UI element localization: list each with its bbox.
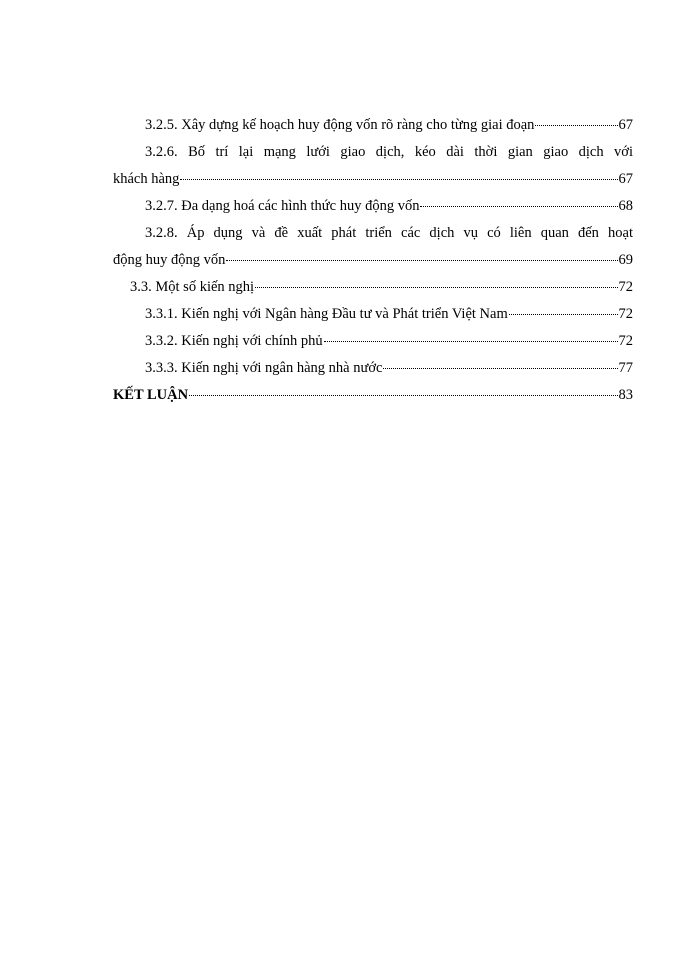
toc-entry-3-2-7[interactable]: [145, 193, 633, 220]
dot-leader: [509, 313, 618, 315]
toc-entry-title-line2: khách hàng: [113, 171, 180, 187]
toc-entry-page: 77: [618, 360, 633, 376]
toc-entry-3-2-6[interactable]: [145, 139, 633, 166]
toc-entry-page: 72: [618, 279, 633, 295]
toc-entry-3-2-8[interactable]: [145, 220, 633, 247]
dot-leader: [189, 394, 617, 396]
toc-entry-title: 3.3.3. Kiến nghị với ngân hàng nhà nước: [145, 360, 383, 376]
toc-entry-title: 3.3.2. Kiến nghị với chính phủ: [145, 333, 323, 349]
dot-leader: [180, 178, 617, 180]
toc-entry-3-3-1[interactable]: [145, 301, 633, 328]
toc-entry-title: 3.3. Một số kiến nghị: [130, 279, 255, 295]
toc-entry-page: 68: [618, 198, 633, 214]
toc-entry-title: KẾT LUẬN: [113, 387, 189, 403]
dot-leader: [535, 124, 617, 126]
toc-entry-page: 83: [618, 387, 633, 403]
toc-entry-3-3-3[interactable]: [145, 355, 633, 382]
toc-entry-title-line1: 3.2.8. Áp dụng và đề xuất phát triển các dịch vụ có liên quan đến hoạt: [145, 225, 633, 241]
dot-leader: [255, 286, 617, 288]
toc-entry-ket-luan[interactable]: [113, 382, 633, 409]
toc-entry-page: 72: [618, 333, 633, 349]
toc-entry-title: 3.3.1. Kiến nghị với Ngân hàng Đầu tư và Phát triển Việt Nam: [145, 306, 508, 322]
toc-entry-title: 3.2.5. Xây dựng kế hoạch huy động vốn rõ ràng cho từng giai đoạn: [145, 117, 535, 133]
dot-leader: [324, 340, 618, 342]
toc-entry-3-2-6-cont[interactable]: [113, 166, 633, 193]
toc-entry-title: 3.2.7. Đa dạng hoá các hình thức huy động vốn: [145, 198, 420, 214]
toc-entry-3-3[interactable]: [130, 274, 633, 301]
table-of-contents: [0, 112, 700, 409]
dot-leader: [383, 367, 617, 369]
toc-entry-page: 67: [618, 171, 633, 187]
toc-entry-page: 72: [618, 306, 633, 322]
toc-entry-page: 67: [618, 117, 633, 133]
toc-entry-3-2-8-cont[interactable]: [113, 247, 633, 274]
dot-leader: [226, 259, 617, 261]
toc-entry-3-3-2[interactable]: [145, 328, 633, 355]
toc-entry-title-line1: 3.2.6. Bố trí lại mạng lưới giao dịch, kéo dài thời gian giao dịch với: [145, 144, 633, 160]
toc-entry-title-line2: động huy động vốn: [113, 252, 226, 268]
toc-entry-3-2-5[interactable]: [145, 112, 633, 139]
dot-leader: [420, 205, 617, 207]
toc-entry-page: 69: [618, 252, 633, 268]
